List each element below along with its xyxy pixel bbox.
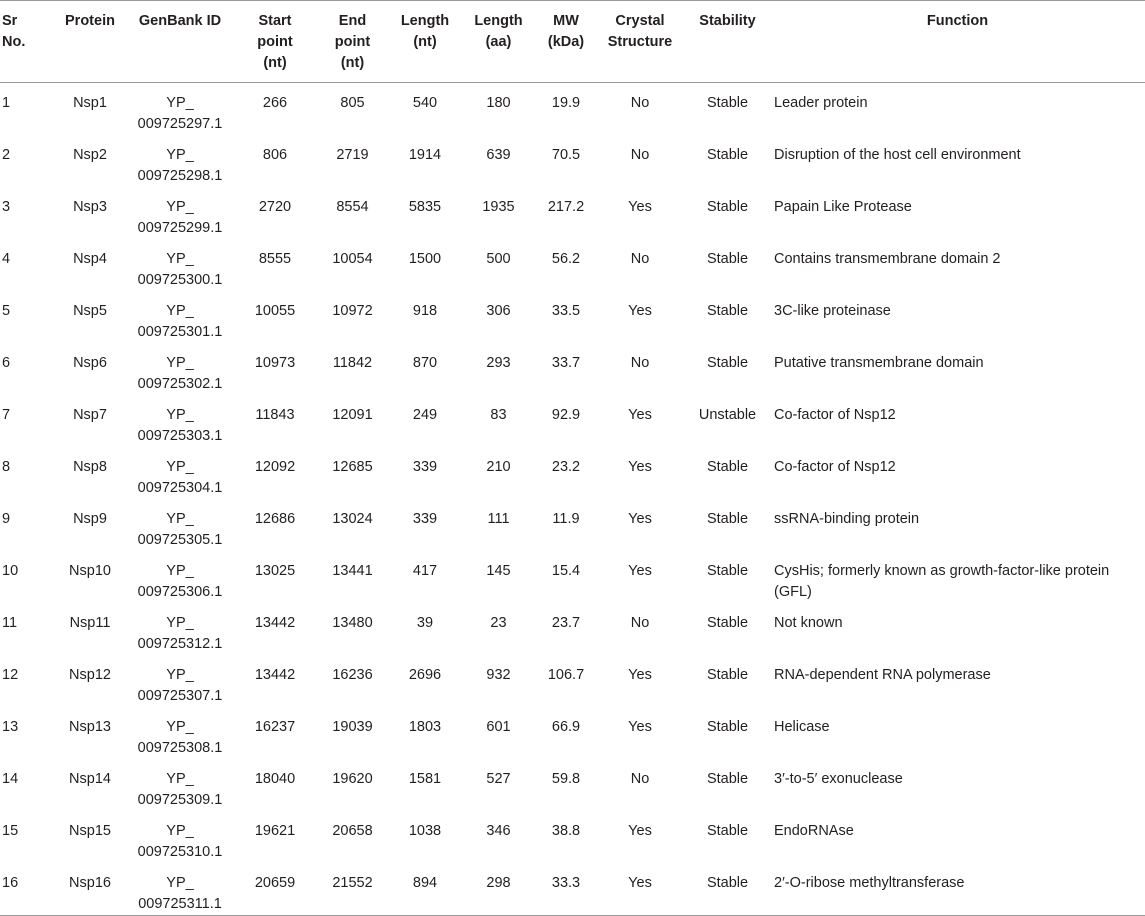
cell-length-nt: 1581 <box>408 771 442 787</box>
cell-crystal-structure: Yes <box>628 199 652 215</box>
genbank-prefix: YP_ <box>166 251 194 267</box>
cell-function: 3′-to-5′ exonuclease <box>774 771 903 787</box>
cell-end-point: 2719 <box>336 147 369 163</box>
cell-length-nt: 249 <box>412 407 438 423</box>
cell-end-point: 10972 <box>332 303 373 319</box>
cell-length-aa: 346 <box>486 823 511 839</box>
cell-function: Papain Like Protease <box>774 199 912 215</box>
genbank-accession: 009725305.1 <box>137 532 223 548</box>
cell-function: Not known <box>774 615 843 631</box>
cell-genbank-id <box>125 447 235 499</box>
genbank-accession: 009725303.1 <box>137 428 223 444</box>
cell-mw: 19.9 <box>551 95 581 111</box>
table-row <box>0 187 1145 239</box>
cell-protein: Nsp1 <box>73 95 107 111</box>
table-row <box>0 83 1145 136</box>
cell-mw: 70.5 <box>551 147 581 163</box>
table-row <box>0 603 1145 655</box>
cell-stability: Stable <box>706 511 749 527</box>
cell-mw: 23.2 <box>551 459 581 475</box>
genbank-accession: 009725302.1 <box>137 376 223 392</box>
cell-protein: Nsp14 <box>69 771 111 787</box>
cell-mw: 33.7 <box>551 355 581 371</box>
header-function: Function <box>770 1 1145 83</box>
genbank-prefix: YP_ <box>166 459 194 475</box>
cell-start-point: 18040 <box>254 771 296 787</box>
genbank-prefix: YP_ <box>166 667 194 683</box>
cell-length-nt: 1803 <box>408 719 442 735</box>
cell-start-point: 20659 <box>254 875 296 891</box>
cell-stability: Stable <box>706 303 749 319</box>
cell-end-point: 16236 <box>332 667 373 683</box>
table-row <box>0 655 1145 707</box>
cell-crystal-structure: Yes <box>628 667 652 683</box>
cell-protein: Nsp5 <box>73 303 107 319</box>
cell-length-nt: 39 <box>416 615 434 631</box>
cell-start-point: 13025 <box>254 563 296 579</box>
cell-sr-no: 12 <box>2 667 19 683</box>
cell-end-point: 8554 <box>336 199 369 215</box>
genbank-prefix: YP_ <box>166 875 194 891</box>
genbank-accession: 009725298.1 <box>137 168 223 184</box>
cell-end-point: 12091 <box>332 407 373 423</box>
cell-sr-no: 1 <box>2 95 11 111</box>
genbank-prefix: YP_ <box>166 563 194 579</box>
cell-sr-no: 6 <box>2 355 11 371</box>
cell-length-nt: 1038 <box>408 823 442 839</box>
cell-stability: Stable <box>706 667 749 683</box>
cell-genbank-id <box>125 83 235 136</box>
cell-genbank-id <box>125 707 235 759</box>
genbank-prefix: YP_ <box>166 147 194 163</box>
cell-stability: Stable <box>706 719 749 735</box>
cell-protein: Nsp2 <box>73 147 107 163</box>
genbank-accession: 009725312.1 <box>137 636 223 652</box>
cell-sr-no: 9 <box>2 511 11 527</box>
table-body <box>0 83 1145 916</box>
cell-end-point: 13480 <box>332 615 373 631</box>
cell-genbank-id <box>125 187 235 239</box>
cell-function: Putative transmembrane domain <box>774 355 984 371</box>
header-row <box>0 1 1145 83</box>
cell-function: Helicase <box>774 719 830 735</box>
cell-end-point: 21552 <box>332 875 373 891</box>
table-row <box>0 811 1145 863</box>
cell-crystal-structure: Yes <box>628 511 652 527</box>
cell-length-aa: 293 <box>486 355 511 371</box>
cell-end-point: 10054 <box>332 251 373 267</box>
cell-start-point: 806 <box>262 147 288 163</box>
cell-start-point: 11843 <box>255 407 295 423</box>
cell-stability: Stable <box>706 147 749 163</box>
cell-stability: Stable <box>706 563 749 579</box>
cell-stability: Stable <box>706 95 749 111</box>
cell-mw: 66.9 <box>551 719 581 735</box>
cell-sr-no: 15 <box>2 823 19 839</box>
cell-mw: 56.2 <box>551 251 581 267</box>
cell-length-aa: 601 <box>486 719 511 735</box>
cell-length-aa: 1935 <box>482 199 515 215</box>
cell-genbank-id <box>125 759 235 811</box>
cell-genbank-id <box>125 395 235 447</box>
table-row <box>0 707 1145 759</box>
cell-length-aa: 111 <box>487 511 510 527</box>
cell-function: CysHis; formerly known as growth-factor-like protein (GFL) <box>774 563 1110 600</box>
header-mw: MW (kDa) <box>537 1 595 83</box>
cell-genbank-id <box>125 863 235 916</box>
cell-mw: 33.5 <box>551 303 581 319</box>
genbank-accession: 009725310.1 <box>137 844 223 860</box>
cell-crystal-structure: No <box>630 147 650 163</box>
cell-function: ssRNA-binding protein <box>774 511 920 527</box>
cell-crystal-structure: Yes <box>628 875 652 891</box>
table-row <box>0 135 1145 187</box>
cell-function: Co-factor of Nsp12 <box>774 407 896 423</box>
cell-function: Contains transmembrane domain 2 <box>774 251 1001 267</box>
cell-length-aa: 180 <box>486 95 511 111</box>
cell-length-aa: 500 <box>486 251 511 267</box>
cell-end-point: 20658 <box>332 823 373 839</box>
cell-stability: Unstable <box>698 407 757 423</box>
cell-end-point: 12685 <box>332 459 373 475</box>
cell-stability: Stable <box>706 771 749 787</box>
header-length-aa: Length (aa) <box>460 1 537 83</box>
cell-sr-no: 5 <box>2 303 11 319</box>
cell-start-point: 266 <box>262 95 288 111</box>
cell-end-point: 19039 <box>332 719 373 735</box>
cell-crystal-structure: Yes <box>628 563 652 579</box>
cell-end-point: 13024 <box>332 511 373 527</box>
genbank-accession: 009725308.1 <box>137 740 223 756</box>
cell-crystal-structure: No <box>630 615 650 631</box>
genbank-prefix: YP_ <box>166 303 194 319</box>
cell-mw: 15.4 <box>551 563 581 579</box>
header-start-point: Start point (nt) <box>235 1 315 83</box>
cell-crystal-structure: Yes <box>628 407 652 423</box>
cell-genbank-id <box>125 655 235 707</box>
cell-sr-no: 3 <box>2 199 11 215</box>
table-row <box>0 447 1145 499</box>
cell-function: RNA-dependent RNA polymerase <box>774 667 991 683</box>
cell-length-nt: 5835 <box>408 199 442 215</box>
cell-stability: Stable <box>706 355 749 371</box>
genbank-prefix: YP_ <box>166 511 194 527</box>
cell-end-point: 13441 <box>332 563 373 579</box>
genbank-accession: 009725301.1 <box>137 324 223 340</box>
header-crystal-structure: Crystal Structure <box>595 1 685 83</box>
genbank-prefix: YP_ <box>166 771 194 787</box>
cell-stability: Stable <box>706 875 749 891</box>
genbank-prefix: YP_ <box>166 95 194 111</box>
cell-start-point: 2720 <box>258 199 292 215</box>
genbank-accession: 009725311.1 <box>138 896 222 912</box>
cell-length-aa: 306 <box>486 303 511 319</box>
cell-function: 3C-like proteinase <box>774 303 891 319</box>
cell-crystal-structure: No <box>630 95 650 111</box>
genbank-prefix: YP_ <box>166 199 194 215</box>
cell-sr-no: 10 <box>2 563 19 579</box>
cell-genbank-id <box>125 135 235 187</box>
cell-sr-no: 8 <box>2 459 11 475</box>
cell-genbank-id <box>125 499 235 551</box>
table-row <box>0 291 1145 343</box>
table-row <box>0 551 1145 603</box>
cell-mw: 59.8 <box>551 771 581 787</box>
cell-protein: Nsp11 <box>69 615 111 631</box>
cell-protein: Nsp8 <box>73 459 107 475</box>
cell-crystal-structure: Yes <box>628 823 652 839</box>
cell-stability: Stable <box>706 615 749 631</box>
cell-protein: Nsp3 <box>73 199 107 215</box>
cell-function: 2′-O-ribose methyltransferase <box>774 875 965 891</box>
cell-sr-no: 2 <box>2 147 11 163</box>
cell-genbank-id <box>125 343 235 395</box>
cell-end-point: 11842 <box>332 355 373 371</box>
cell-length-nt: 339 <box>412 511 438 527</box>
cell-length-nt: 1500 <box>408 251 442 267</box>
cell-genbank-id <box>125 811 235 863</box>
genbank-accession: 009725299.1 <box>137 220 223 236</box>
cell-length-nt: 1914 <box>408 147 442 163</box>
cell-protein: Nsp15 <box>69 823 111 839</box>
genbank-prefix: YP_ <box>166 719 194 735</box>
cell-mw: 217.2 <box>547 199 585 215</box>
cell-length-aa: 145 <box>486 563 511 579</box>
cell-function: Leader protein <box>774 95 868 111</box>
cell-mw: 38.8 <box>551 823 581 839</box>
cell-crystal-structure: No <box>630 771 650 787</box>
genbank-accession: 009725309.1 <box>137 792 223 808</box>
genbank-accession: 009725306.1 <box>137 584 223 600</box>
cell-start-point: 12092 <box>254 459 296 475</box>
table-row <box>0 343 1145 395</box>
cell-mw: 106.7 <box>547 667 585 683</box>
cell-sr-no: 4 <box>2 251 11 267</box>
cell-mw: 11.9 <box>552 511 580 527</box>
genbank-prefix: YP_ <box>166 823 194 839</box>
cell-mw: 92.9 <box>551 407 581 423</box>
genbank-prefix: YP_ <box>166 355 194 371</box>
cell-mw: 33.3 <box>551 875 581 891</box>
cell-crystal-structure: Yes <box>628 719 652 735</box>
table-row <box>0 759 1145 811</box>
genbank-accession: 009725304.1 <box>137 480 223 496</box>
cell-crystal-structure: Yes <box>628 459 652 475</box>
cell-protein: Nsp12 <box>69 667 111 683</box>
cell-length-aa: 83 <box>490 407 507 423</box>
genbank-accession: 009725307.1 <box>137 688 223 704</box>
cell-crystal-structure: No <box>630 355 650 371</box>
cell-start-point: 13442 <box>254 667 296 683</box>
cell-sr-no: 7 <box>2 407 11 423</box>
cell-genbank-id <box>125 603 235 655</box>
cell-sr-no: 16 <box>2 875 19 891</box>
cell-start-point: 19621 <box>254 823 296 839</box>
cell-genbank-id <box>125 551 235 603</box>
cell-start-point: 8555 <box>258 251 292 267</box>
cell-protein: Nsp10 <box>69 563 111 579</box>
cell-length-aa: 527 <box>486 771 511 787</box>
cell-start-point: 10973 <box>254 355 296 371</box>
cell-start-point: 12686 <box>254 511 296 527</box>
cell-genbank-id <box>125 239 235 291</box>
cell-stability: Stable <box>706 251 749 267</box>
cell-length-nt: 540 <box>412 95 438 111</box>
cell-protein: Nsp6 <box>73 355 107 371</box>
cell-genbank-id <box>125 291 235 343</box>
table-header <box>0 1 1145 83</box>
cell-function: Co-factor of Nsp12 <box>774 459 896 475</box>
cell-length-nt: 870 <box>412 355 438 371</box>
cell-sr-no: 14 <box>2 771 19 787</box>
cell-crystal-structure: No <box>630 251 650 267</box>
cell-protein: Nsp4 <box>73 251 107 267</box>
genbank-accession: 009725300.1 <box>137 272 223 288</box>
cell-length-aa: 23 <box>490 615 507 631</box>
cell-function: EndoRNAse <box>774 823 854 839</box>
cell-mw: 23.7 <box>551 615 581 631</box>
cell-protein: Nsp13 <box>69 719 111 735</box>
header-protein: Protein <box>55 1 125 83</box>
genbank-accession: 009725297.1 <box>137 116 223 132</box>
cell-sr-no: 11 <box>2 615 18 631</box>
cell-start-point: 13442 <box>254 615 296 631</box>
cell-length-aa: 298 <box>486 875 511 891</box>
cell-length-nt: 918 <box>412 303 438 319</box>
cell-start-point: 16237 <box>254 719 296 735</box>
cell-stability: Stable <box>706 459 749 475</box>
header-sr-no: Sr No. <box>0 1 55 83</box>
table-row <box>0 239 1145 291</box>
cell-length-nt: 2696 <box>408 667 442 683</box>
cell-length-nt: 417 <box>412 563 438 579</box>
cell-protein: Nsp16 <box>69 875 111 891</box>
cell-length-aa: 639 <box>486 147 511 163</box>
cell-protein: Nsp9 <box>73 511 107 527</box>
cell-length-aa: 932 <box>486 667 511 683</box>
cell-sr-no: 13 <box>2 719 19 735</box>
cell-stability: Stable <box>706 199 749 215</box>
cell-stability: Stable <box>706 823 749 839</box>
cell-function: Disruption of the host cell environment <box>774 147 1021 163</box>
cell-start-point: 10055 <box>254 303 296 319</box>
cell-length-nt: 339 <box>412 459 438 475</box>
cell-length-aa: 210 <box>486 459 511 475</box>
cell-length-nt: 894 <box>412 875 438 891</box>
header-stability: Stability <box>685 1 770 83</box>
table-row <box>0 499 1145 551</box>
header-length-nt: Length (nt) <box>390 1 460 83</box>
cell-protein: Nsp7 <box>73 407 107 423</box>
table-row <box>0 395 1145 447</box>
table-row <box>0 863 1145 916</box>
cell-end-point: 805 <box>340 95 365 111</box>
genbank-prefix: YP_ <box>166 407 194 423</box>
genbank-prefix: YP_ <box>166 615 194 631</box>
header-end-point: End point (nt) <box>315 1 390 83</box>
header-genbank-id: GenBank ID <box>125 1 235 83</box>
cell-end-point: 19620 <box>332 771 373 787</box>
cell-crystal-structure: Yes <box>628 303 652 319</box>
